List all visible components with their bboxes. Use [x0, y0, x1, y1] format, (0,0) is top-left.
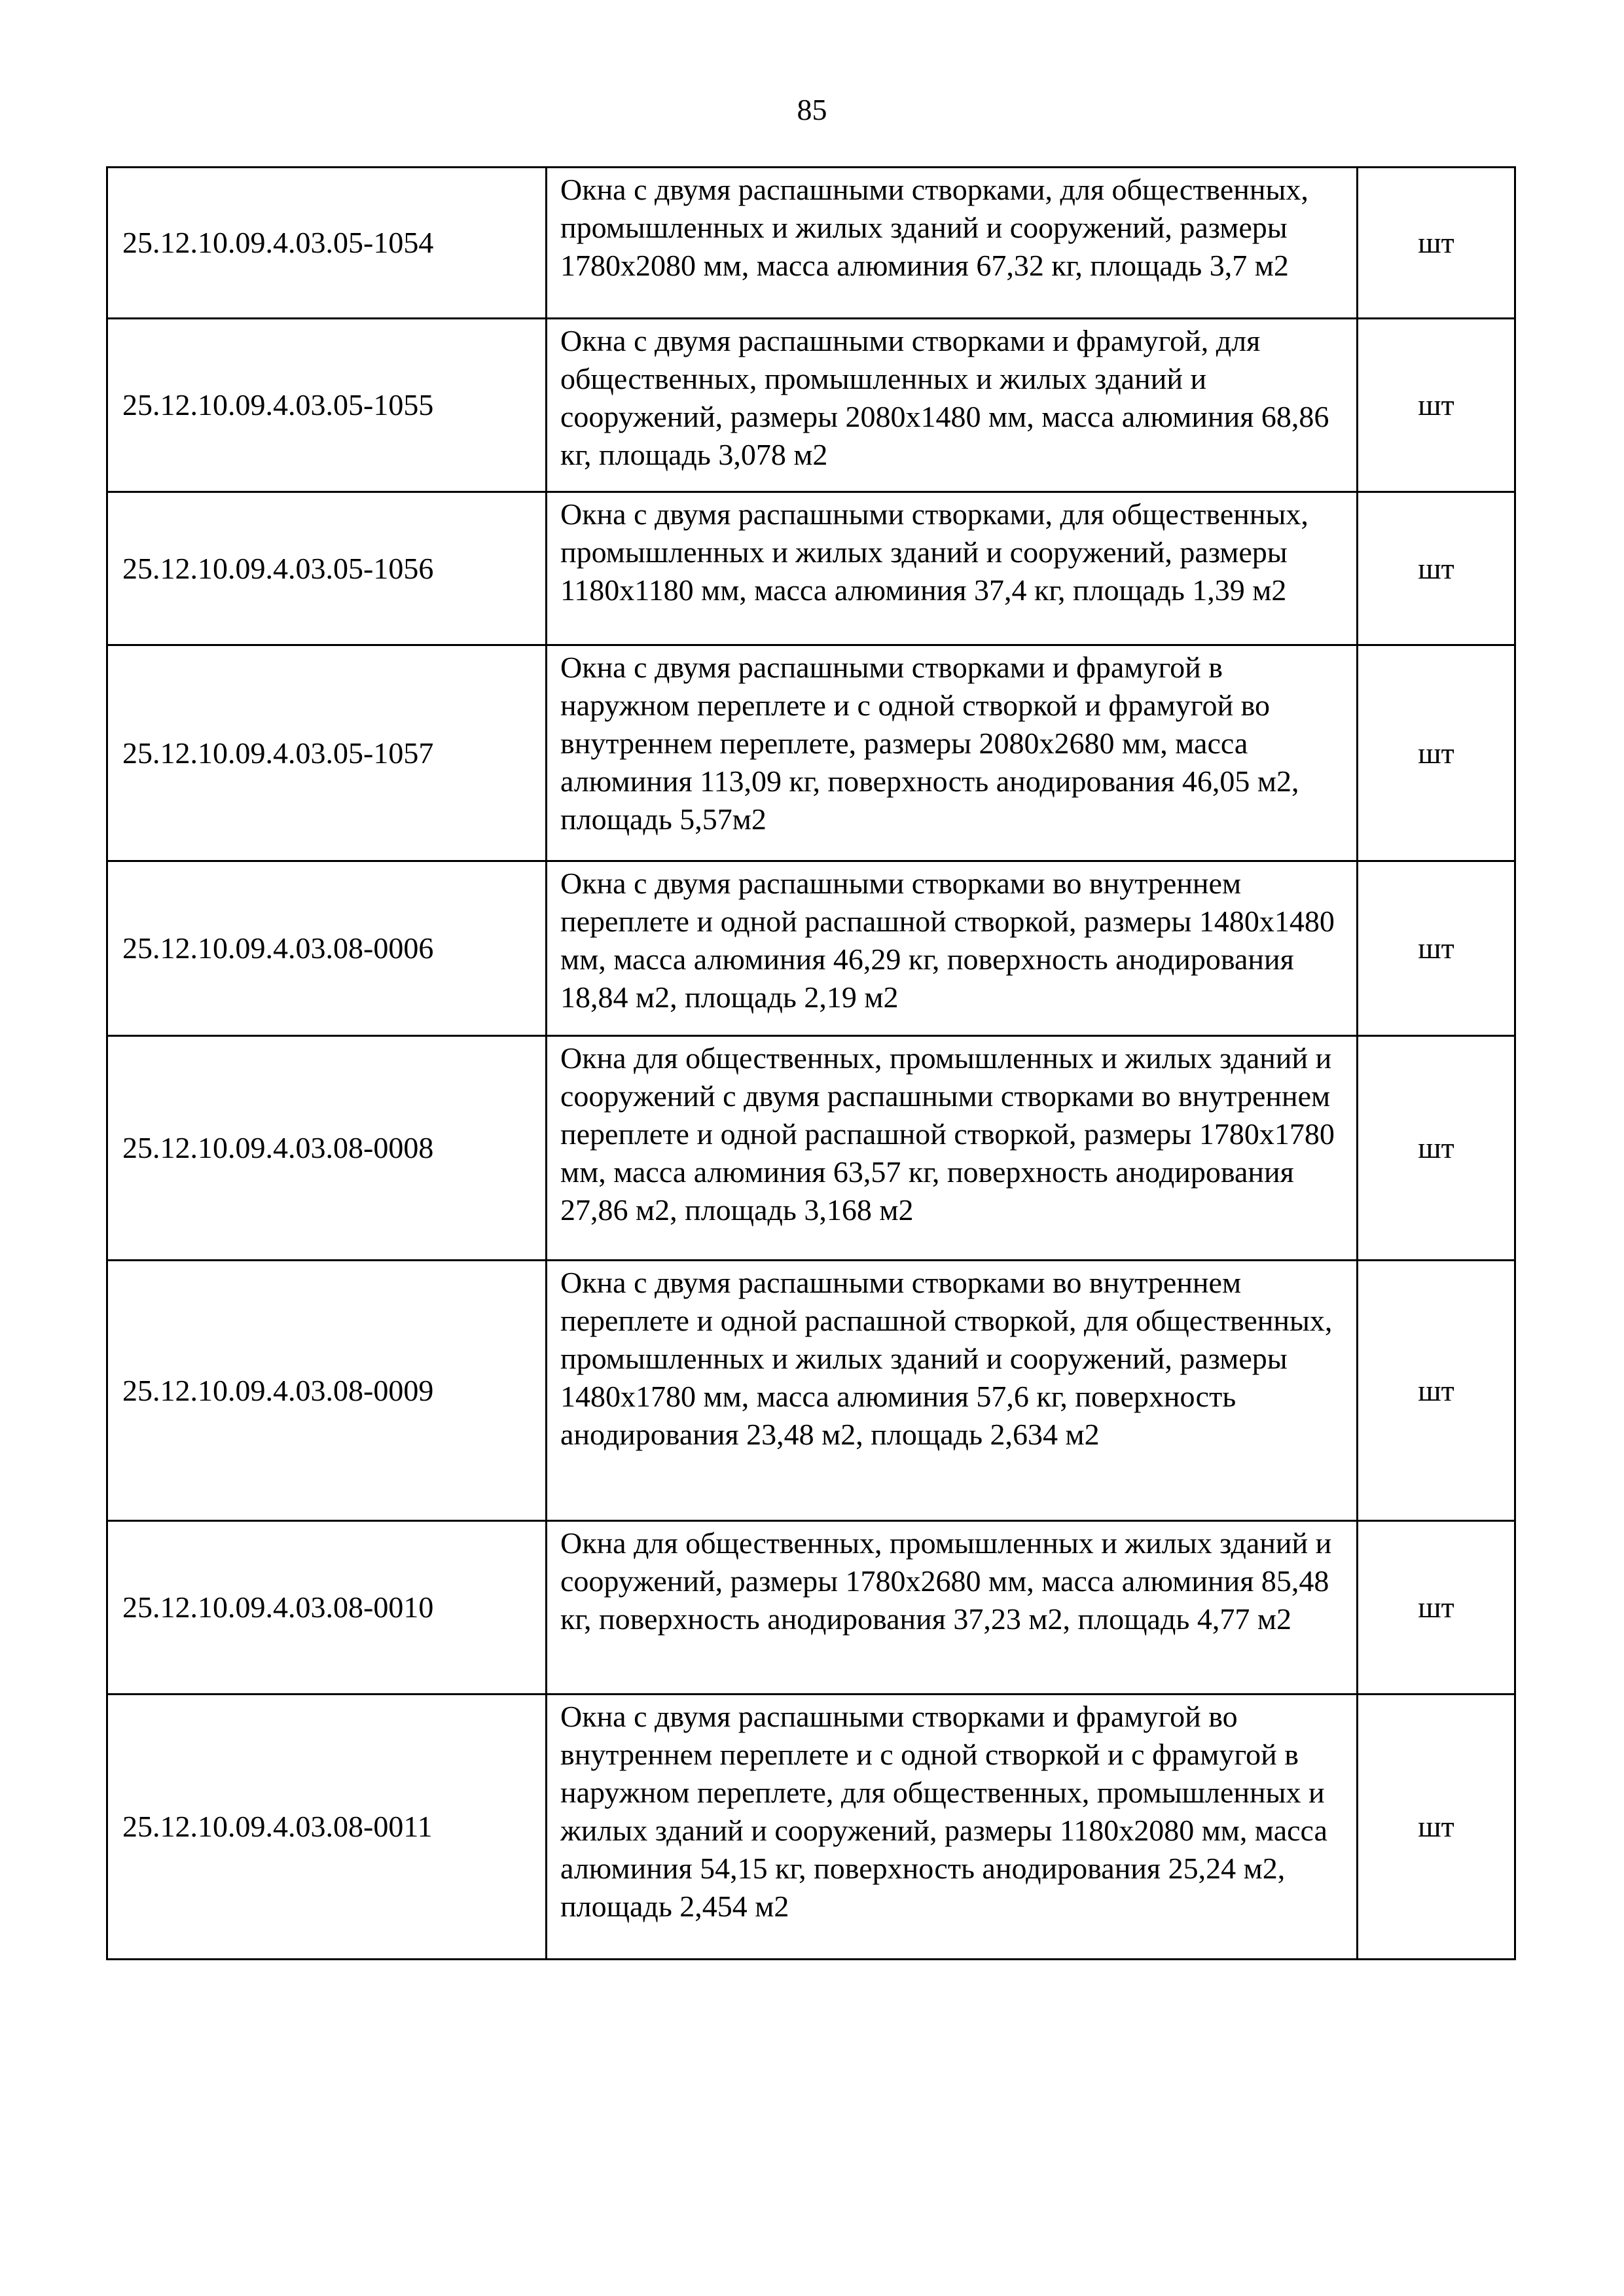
unit-cell: шт — [1358, 861, 1515, 1036]
resource-code-cell: 25.12.10.09.4.03.08-0009 — [107, 1261, 547, 1521]
resource-description-cell — [547, 1521, 1358, 1695]
resource-description-cell — [547, 168, 1358, 319]
table-row — [107, 1521, 1515, 1695]
table-row — [107, 861, 1515, 1036]
resource-code-cell: 25.12.10.09.4.03.05-1055 — [107, 319, 547, 492]
unit-cell: шт — [1358, 1261, 1515, 1521]
unit-cell: шт — [1358, 1036, 1515, 1261]
unit-cell: шт — [1358, 492, 1515, 645]
resource-description-text: Окна с двумя распашными створками и фрамугой во внутреннем переплете и с одной створкой и с фрамугой в наружном переплете, для общественных, промышленных и жилых зданий и сооружений, размеры 1180х2080 мм, масса алюминия 54,15 кг, поверхность анодирования 25,24 м2, площадь 2,454 м2 — [560, 1700, 1327, 1923]
resource-description-text: Окна с двумя распашными створками, для общественных, промышленных и жилых зданий и сооружений, размеры 1180х1180 мм, масса алюминия 37,4 кг, площадь 1,39 м2 — [560, 497, 1308, 607]
resource-description-text: Окна для общественных, промышленных и жилых зданий и сооружений с двумя распашными створками во внутреннем переплете и одной распашной створкой, размеры 1780х1780 мм, масса алюминия 63,57 кг, поверхность анодирования 27,86 м2, площадь 3,168 м2 — [560, 1041, 1335, 1227]
resource-code-cell: 25.12.10.09.4.03.08-0008 — [107, 1036, 547, 1261]
resource-code-cell: 25.12.10.09.4.03.08-0006 — [107, 861, 547, 1036]
resource-code-table — [106, 166, 1516, 1960]
resource-description-cell — [547, 645, 1358, 861]
table-row — [107, 1036, 1515, 1261]
table-row — [107, 168, 1515, 319]
resource-code-cell: 25.12.10.09.4.03.08-0010 — [107, 1521, 547, 1695]
table-row — [107, 1695, 1515, 1960]
table-row — [107, 492, 1515, 645]
resource-description-text: Окна с двумя распашными створками и фрамугой в наружном переплете и с одной створкой и фрамугой во внутреннем переплете, размеры 2080х2680 мм, масса алюминия 113,09 кг, поверхность анодирования 46,05 м2, площадь 5,57м2 — [560, 651, 1299, 836]
unit-cell: шт — [1358, 168, 1515, 319]
resource-description-cell — [547, 1261, 1358, 1521]
resource-description-text: Окна с двумя распашными створками, для общественных, промышленных и жилых зданий и сооружений, размеры 1780х2080 мм, масса алюминия 67,32 кг, площадь 3,7 м2 — [560, 173, 1308, 282]
unit-cell: шт — [1358, 1521, 1515, 1695]
page-number: 85 — [797, 93, 827, 126]
table-row — [107, 319, 1515, 492]
resource-description-cell — [547, 1695, 1358, 1960]
resource-description-cell — [547, 861, 1358, 1036]
resource-description-cell — [547, 319, 1358, 492]
resource-code-cell: 25.12.10.09.4.03.05-1054 — [107, 168, 547, 319]
unit-cell: шт — [1358, 1695, 1515, 1960]
resource-code-cell: 25.12.10.09.4.03.08-0011 — [107, 1695, 547, 1960]
unit-cell: шт — [1358, 319, 1515, 492]
unit-cell: шт — [1358, 645, 1515, 861]
table-row — [107, 1261, 1515, 1521]
table-row — [107, 645, 1515, 861]
resource-description-text: Окна с двумя распашными створками и фрамугой, для общественных, промышленных и жилых зданий и сооружений, размеры 2080х1480 мм, масса алюминия 68,86 кг, площадь 3,078 м2 — [560, 324, 1329, 471]
resource-description-cell — [547, 1036, 1358, 1261]
resource-description-cell — [547, 492, 1358, 645]
resource-description-text: Окна с двумя распашными створками во внутреннем переплете и одной распашной створкой, размеры 1480х1480 мм, масса алюминия 46,29 кг, поверхность анодирования 18,84 м2, площадь 2,19 м2 — [560, 867, 1335, 1014]
resource-code-cell: 25.12.10.09.4.03.05-1056 — [107, 492, 547, 645]
resource-description-text: Окна для общественных, промышленных и жилых зданий и сооружений, размеры 1780х2680 мм, масса алюминия 85,48 кг, поверхность анодирования 37,23 м2, площадь 4,77 м2 — [560, 1526, 1332, 1636]
resource-code-cell: 25.12.10.09.4.03.05-1057 — [107, 645, 547, 861]
resource-description-text: Окна с двумя распашными створками во внутреннем переплете и одной распашной створкой, для общественных, промышленных и жилых зданий и сооружений, размеры 1480х1780 мм, масса алюминия 57,6 кг, поверхность анодирования 23,48 м2, площадь 2,634 м2 — [560, 1266, 1333, 1451]
